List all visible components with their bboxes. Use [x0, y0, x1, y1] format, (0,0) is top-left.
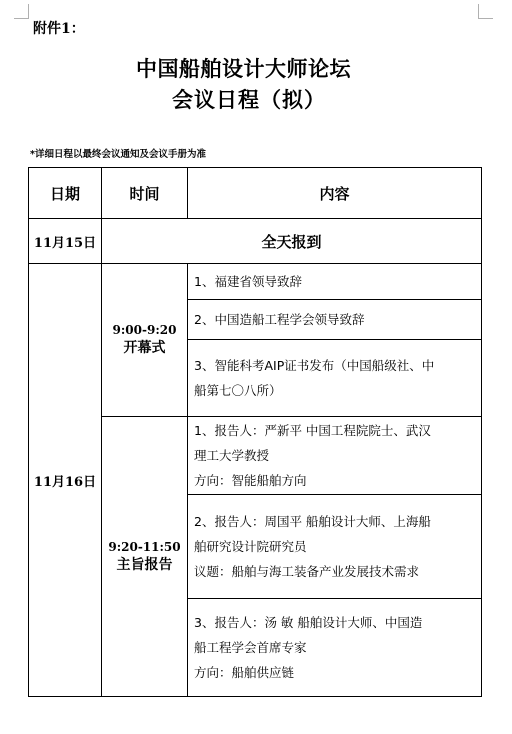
date-cell-day2: 11月16日	[29, 264, 102, 697]
session-keynote	[102, 417, 188, 697]
table-row	[29, 264, 482, 300]
table-row-day1	[29, 219, 482, 264]
page-corner-mark-right	[478, 4, 493, 19]
schedule-table	[28, 167, 482, 697]
session-name: 开幕式	[123, 340, 166, 356]
session-opening	[102, 264, 188, 417]
session-time: 9:20-11:50	[108, 539, 181, 554]
document-title: 中国船舶设计大师论坛	[136, 56, 351, 81]
header-content: 内容	[188, 168, 482, 219]
page-corner-mark-left	[14, 4, 29, 19]
agenda-item: 2、中国造船工程学会领导致辞	[188, 300, 482, 340]
session-name: 主旨报告	[116, 556, 173, 573]
schedule-note: *详细日程以最终会议通知及会议手册为准	[30, 149, 206, 160]
agenda-item: 1、报告人：严新平 中国工程院院士、武汉 理工大学教授 方向：智能船舶方向	[188, 417, 482, 495]
agenda-item: 3、智能科考AIP证书发布（中国船级社、中 船第七〇八所）	[188, 340, 482, 417]
document-subtitle: 会议日程（拟）	[172, 87, 326, 112]
agenda-item: 2、报告人：周国平 船舶设计大师、上海船 舶研究设计院研究员 议题：船舶与海工装备产业发展技术需求	[188, 495, 482, 599]
agenda-item: 3、报告人：汤 敏 船舶设计大师、中国造 船工程学会首席专家 方向：船舶供应链	[188, 599, 482, 697]
header-time: 时间	[102, 168, 188, 219]
header-date: 日期	[29, 168, 102, 219]
date-cell-day1: 11月15日	[29, 219, 102, 264]
attachment-label: 附件1：	[33, 21, 85, 37]
registration-cell: 全天报到	[102, 219, 482, 264]
agenda-item: 1、福建省领导致辞	[188, 264, 482, 300]
table-header-row	[29, 168, 482, 219]
session-time: 9:00-9:20	[112, 323, 177, 337]
